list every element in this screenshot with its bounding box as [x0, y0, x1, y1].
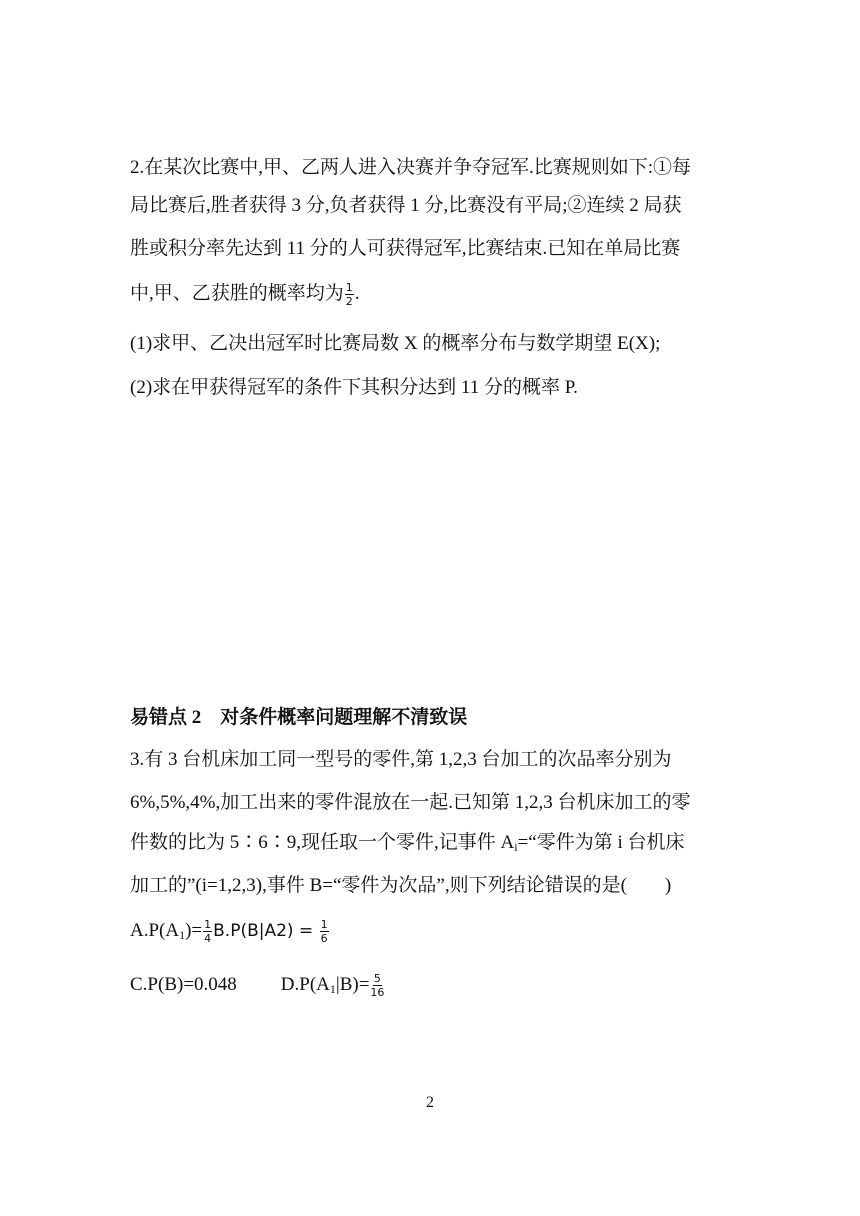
option-c-d — [130, 971, 385, 1003]
problem3-line2: 6%,5%,4%,加工出来的零件混放在一起.已知第 1,2,3 台机床加工的零 — [130, 792, 691, 813]
problem3-line3-text: 件数的比为 5∶6∶9,现任取一个零件,记事件 A — [130, 832, 515, 853]
option-a-numerator: 1 — [204, 918, 212, 932]
problem2-question1: (1)求甲、乙决出冠军时比赛局数 X 的概率分布与数学期望 E(X); — [130, 333, 661, 354]
option-a-b — [130, 917, 330, 949]
option-a-suffix: )= — [185, 920, 203, 941]
section-heading: 易错点 2 对条件概率问题理解不清致误 — [130, 707, 468, 728]
fraction-denominator: 2 — [345, 295, 353, 309]
subscript-i: i — [514, 840, 518, 854]
problem2-line1: 2.在某次比赛中,甲、乙两人进入决赛并争夺冠军.比赛规则如下:①每 — [130, 157, 692, 178]
option-b-fraction — [320, 919, 329, 944]
fraction-one-half — [345, 282, 354, 307]
problem2-line3: 胜或积分率先达到 11 分的人可获得冠军,比赛结束.已知在单局比赛 — [130, 238, 681, 259]
option-d-numerator: 5 — [373, 972, 381, 986]
option-a-prefix: A.P(A — [130, 920, 180, 941]
option-a-subscript: 1 — [179, 928, 186, 942]
option-d-suffix: |B)= — [335, 974, 370, 995]
option-d-prefix: D.P(A — [280, 974, 330, 995]
problem3-line1: 3.有 3 台机床加工同一型号的零件,第 1,2,3 台加工的次品率分别为 — [130, 749, 672, 770]
page-number: 2 — [426, 1094, 434, 1111]
problem2-line2: 局比赛后,胜者获得 3 分,负者获得 1 分,比赛没有平局;②连续 2 局获 — [130, 195, 682, 216]
option-a-fraction — [203, 919, 212, 944]
problem2-line4-text: 中,甲、乙获胜的概率均为 — [130, 283, 344, 304]
problem3-line3-end: =“零件为第 i 台机床 — [517, 832, 685, 853]
option-b-text: B.P(B|A2) = — [213, 921, 319, 941]
option-d-fraction — [370, 973, 384, 998]
problem3-line3 — [130, 829, 685, 861]
fraction-numerator: 1 — [345, 281, 353, 295]
option-d-denominator: 16 — [370, 986, 385, 1000]
problem3-line4: 加工的”(i=1,2,3),事件 B=“零件为次品”,则下列结论错误的是( ) — [130, 875, 672, 896]
problem2-question2: (2)求在甲获得冠军的条件下其积分达到 11 分的概率 P. — [130, 377, 578, 398]
option-c: C.P(B)=0.048 — [130, 974, 237, 995]
option-b-numerator: 1 — [320, 918, 328, 932]
problem2-line4 — [130, 280, 360, 308]
problem2-line4-end: . — [354, 283, 360, 304]
option-d-subscript: 1 — [329, 982, 336, 996]
option-b-denominator: 6 — [320, 932, 328, 946]
option-a-denominator: 4 — [204, 932, 212, 946]
